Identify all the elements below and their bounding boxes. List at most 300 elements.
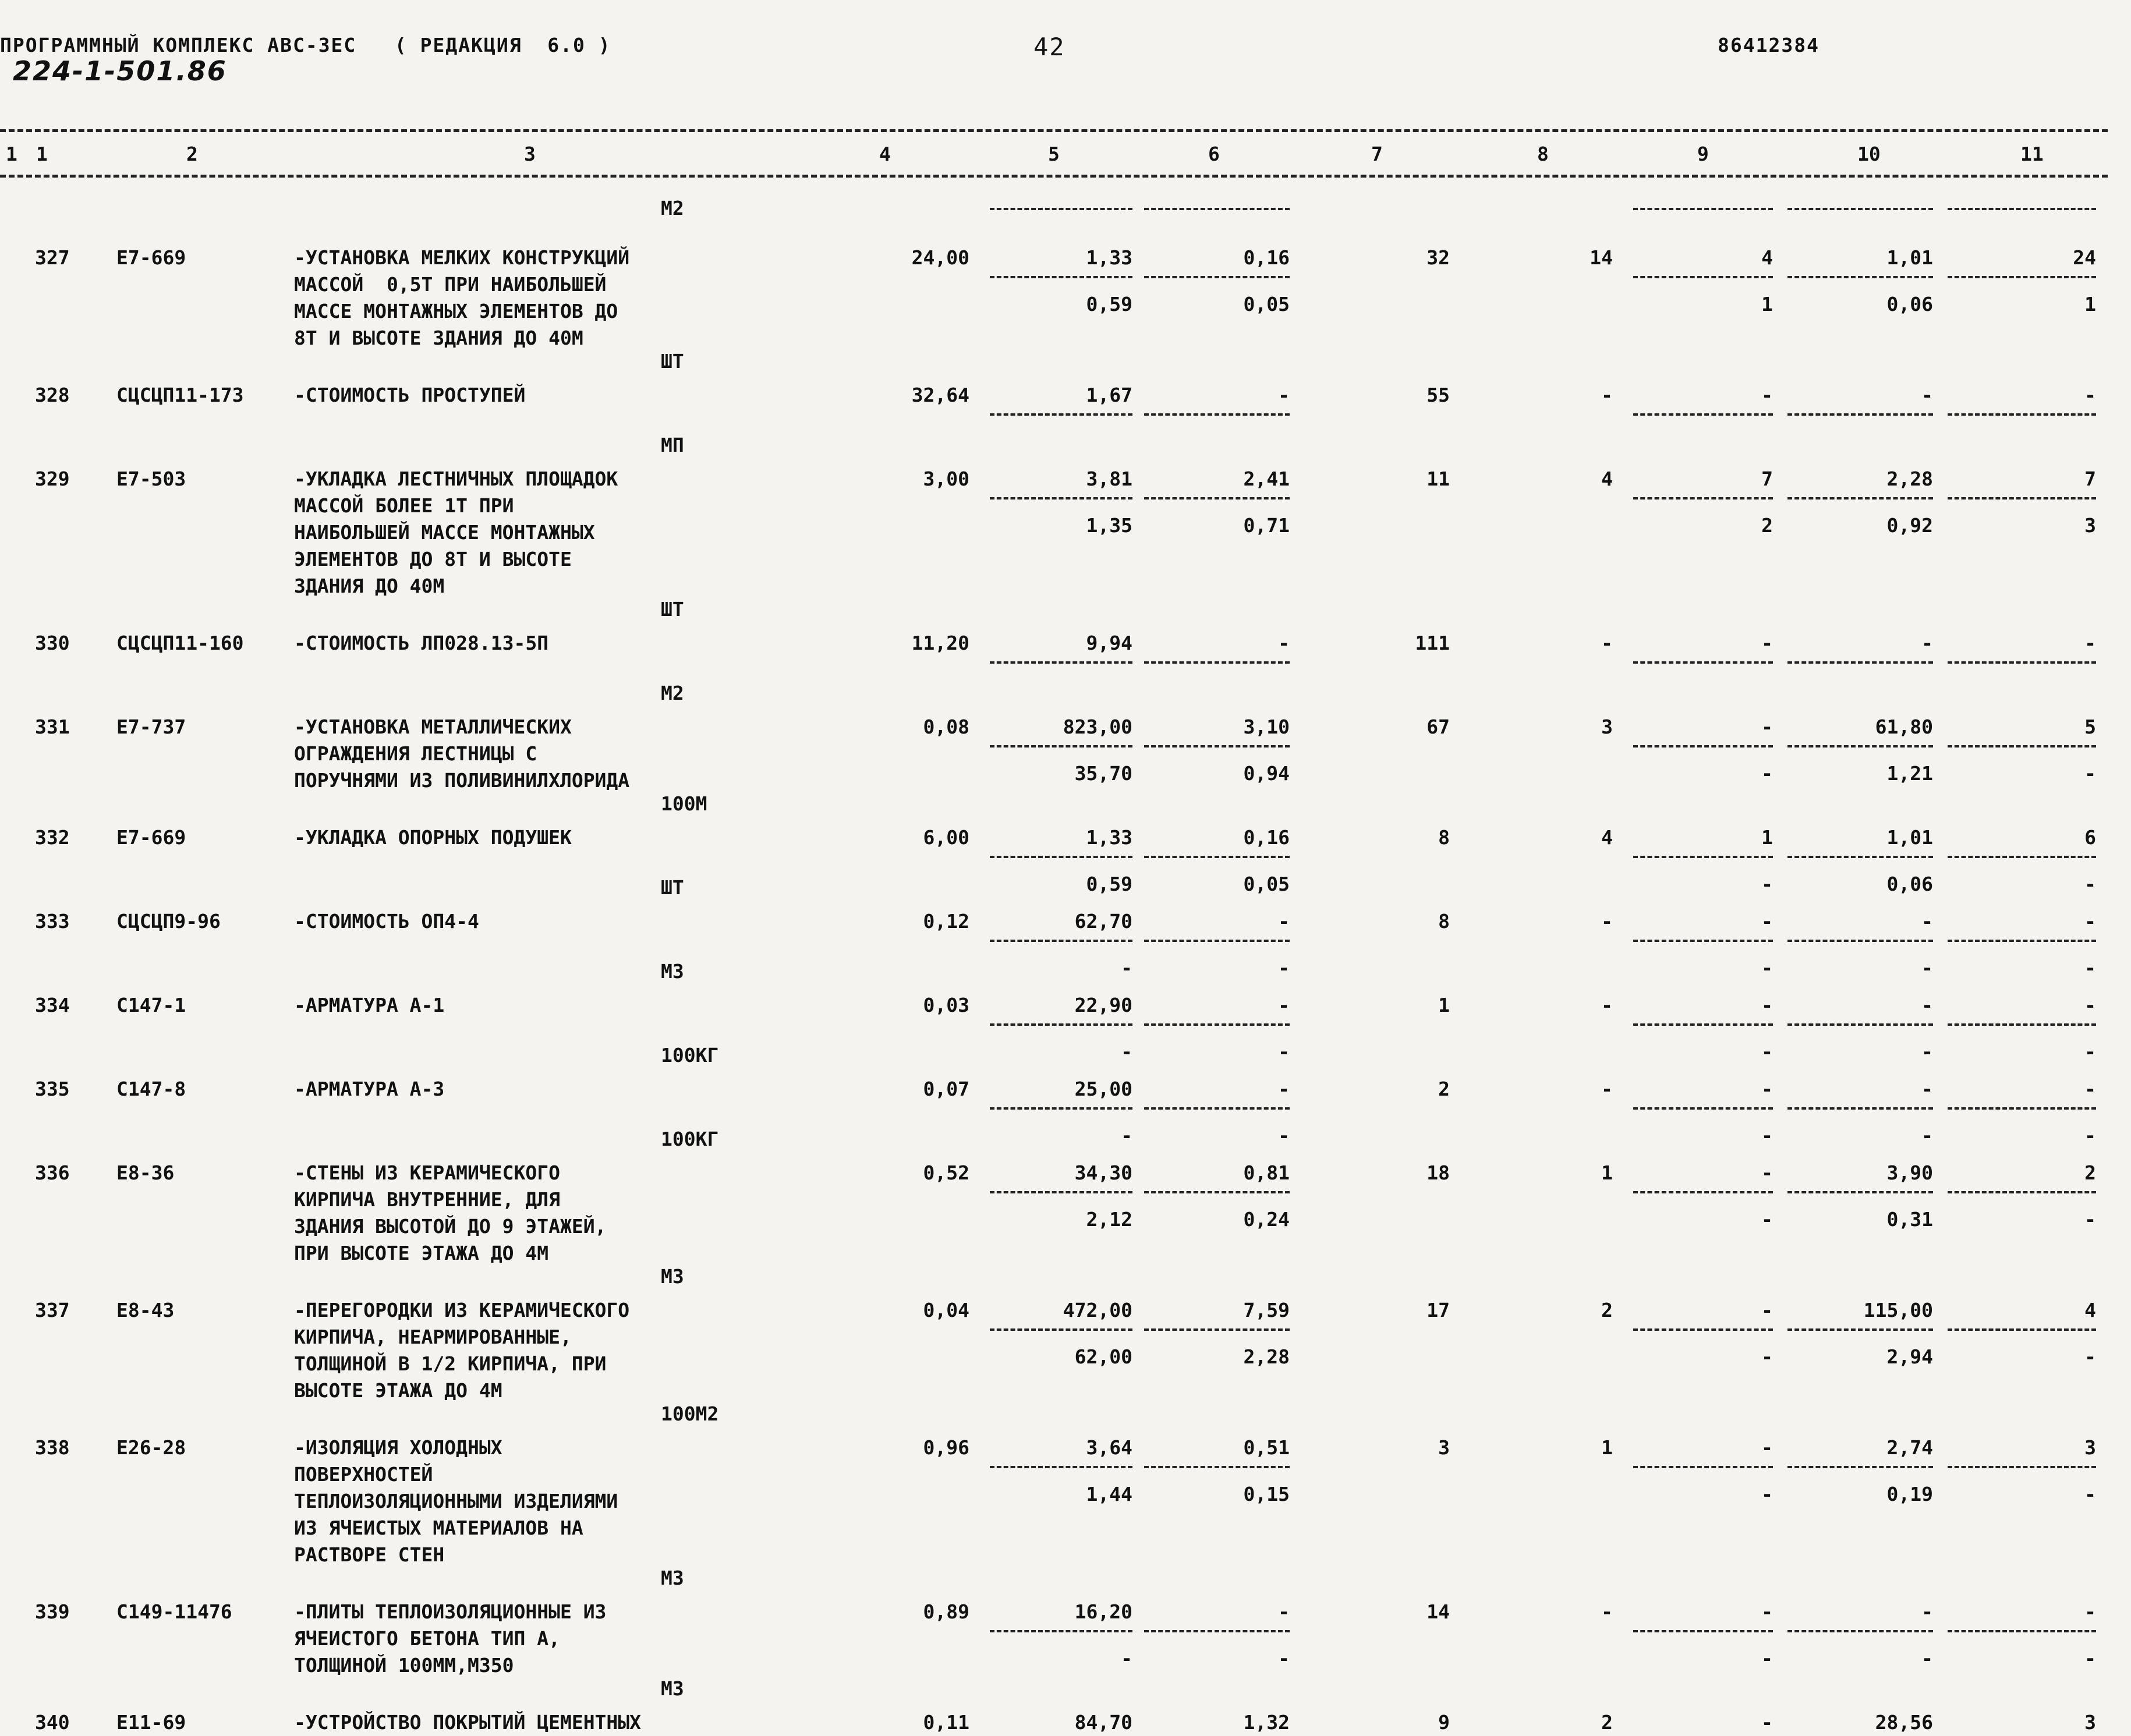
row-description-line: -ПЕРЕГОРОДКИ ИЗ КЕРАМИЧЕСКОГО (294, 1299, 630, 1322)
cell-divider (1948, 1191, 2096, 1193)
cell-divider (1948, 745, 2096, 747)
cell-c6: 0,16 (1243, 246, 1290, 269)
cell-col8: - (1601, 1600, 1613, 1623)
cell-c11b: 3 (2084, 514, 2096, 537)
cell-col7: 3 (1438, 1436, 1450, 1459)
column-header: 9 (1697, 143, 1709, 165)
cell-c10b: 0,06 (1886, 293, 1933, 316)
cell-col8: 1 (1601, 1436, 1613, 1459)
cell-c6b: - (1278, 1647, 1290, 1670)
cell-c9: - (1761, 1711, 1773, 1734)
row-description-line: ТЕПЛОИЗОЛЯЦИОННЫМИ ИЗДЕЛИЯМИ (294, 1490, 618, 1512)
column-header: 11 (2020, 143, 2044, 165)
cell-c6: 1,32 (1243, 1711, 1290, 1734)
cell-c9b: - (1761, 956, 1773, 979)
cell-c5b: - (1121, 1647, 1132, 1670)
row-description-line: ЭЛЕМЕНТОВ ДО 8Т И ВЫСОТЕ (294, 548, 572, 571)
row-description-line: ОГРАЖДЕНИЯ ЛЕСТНИЦЫ С (294, 742, 537, 765)
column-header: 3 (524, 143, 536, 165)
cell-c6: - (1278, 632, 1290, 654)
cell-divider (1787, 1023, 1933, 1026)
cell-c5: 22,90 (1074, 994, 1132, 1016)
cell-c9: 1 (1761, 826, 1773, 849)
cell-c11b: - (2084, 1208, 2096, 1231)
cell-divider (1787, 1191, 1933, 1193)
column-header: 4 (879, 143, 891, 165)
cell-col8: - (1601, 632, 1613, 654)
row-description-line: -СТЕНЫ ИЗ КЕРАМИЧЕСКОГО (294, 1161, 560, 1184)
cell-c10: 1,01 (1886, 246, 1933, 269)
row-number: 338 (35, 1436, 70, 1459)
row-description-line: ПОВЕРХНОСТЕЙ (294, 1463, 433, 1486)
cell-c11: 3 (2084, 1711, 2096, 1734)
cell-c10b: - (1921, 1040, 1933, 1063)
cell-c9: - (1761, 1436, 1773, 1459)
cell-divider (1633, 1328, 1773, 1331)
cell-col7: 2 (1438, 1078, 1450, 1100)
header-rule-bottom (0, 175, 2108, 178)
program-title: ПРОГРАММНЫЙ КОМПЛЕКС АВС-ЗЕС ( РЕДАКЦИЯ 6.0 ) (0, 34, 611, 56)
cell-c9b: 1 (1761, 293, 1773, 316)
cell-divider (1144, 1328, 1290, 1331)
cell-col8: 1 (1601, 1161, 1613, 1184)
cell-col8: - (1601, 994, 1613, 1016)
column-header: 6 (1208, 143, 1220, 165)
column-header: 7 (1371, 143, 1383, 165)
row-description-line: ВЫСОТЕ ЭТАЖА ДО 4М (294, 1379, 502, 1402)
cell-col7: 14 (1426, 1600, 1450, 1623)
cell-c9: - (1761, 715, 1773, 738)
cell-divider (990, 1023, 1132, 1026)
cell-c11: - (2084, 1078, 2096, 1100)
row-description-line: КИРПИЧА ВНУТРЕННИЕ, ДЛЯ (294, 1188, 560, 1211)
cell-divider (990, 413, 1132, 416)
cell-col4: 0,04 (923, 1299, 969, 1322)
column-header: 10 (1857, 143, 1881, 165)
cell-col7: 9 (1438, 1711, 1450, 1734)
cell-c6b: 0,05 (1243, 873, 1290, 895)
unit-label: ШТ (661, 598, 684, 621)
cell-divider (1144, 208, 1290, 210)
cell-c9b: - (1761, 762, 1773, 785)
cell-divider (1948, 1328, 2096, 1331)
cell-c9: - (1761, 1299, 1773, 1322)
unit-label: М3 (661, 1265, 684, 1288)
row-number: 330 (35, 632, 70, 654)
cell-col4: 0,12 (923, 910, 969, 933)
unit-label: ШТ (661, 350, 684, 373)
cell-c10: - (1921, 910, 1933, 933)
cell-col7: 67 (1426, 715, 1450, 738)
row-description-line: ТОЛЩИНОЙ 100ММ,М350 (294, 1654, 514, 1677)
cell-c5: 3,64 (1086, 1436, 1132, 1459)
cell-c9: - (1761, 1078, 1773, 1100)
cell-divider (990, 856, 1132, 858)
cell-c5b: 35,70 (1074, 762, 1132, 785)
row-description-line: ЗДАНИЯ ВЫСОТОЙ ДО 9 ЭТАЖЕЙ, (294, 1215, 607, 1238)
cell-c5: 62,70 (1074, 910, 1132, 933)
cell-divider (1144, 856, 1290, 858)
cell-col7: 8 (1438, 910, 1450, 933)
cell-c10: - (1921, 994, 1933, 1016)
cell-divider (1144, 940, 1290, 942)
row-code: Е7-737 (116, 715, 186, 738)
unit-label: МП (661, 434, 684, 456)
cell-c5: 823,00 (1063, 715, 1132, 738)
cell-c11b: - (2084, 1345, 2096, 1368)
cell-col7: 8 (1438, 826, 1450, 849)
cell-divider (1633, 208, 1773, 210)
cell-c6: 2,41 (1243, 467, 1290, 490)
document-code: 86412384 (1718, 34, 1820, 56)
cell-c6: - (1278, 384, 1290, 406)
cell-col8: 4 (1601, 826, 1613, 849)
row-code: Е8-43 (116, 1299, 175, 1322)
cell-divider (990, 1630, 1132, 1632)
cell-c11: 7 (2084, 467, 2096, 490)
row-code: СЦСЦП11-160 (116, 632, 244, 654)
cell-c5: 9,94 (1086, 632, 1132, 654)
cell-divider (1633, 497, 1773, 499)
row-number: 331 (35, 715, 70, 738)
row-description-line: МАССЕ МОНТАЖНЫХ ЭЛЕМЕНТОВ ДО (294, 300, 618, 323)
row-description-line: -АРМАТУРА А-3 (294, 1078, 445, 1100)
cell-c6: 0,16 (1243, 826, 1290, 849)
cell-c10: 115,00 (1863, 1299, 1933, 1322)
cell-c11: 24 (2073, 246, 2096, 269)
cell-c5: 34,30 (1074, 1161, 1132, 1184)
cell-divider (1787, 856, 1933, 858)
cell-divider (1948, 276, 2096, 278)
cell-c6b: - (1278, 1124, 1290, 1147)
cell-c9b: - (1761, 873, 1773, 895)
cell-c6b: 0,71 (1243, 514, 1290, 537)
cell-col8: - (1601, 1078, 1613, 1100)
cell-c5: 1,33 (1086, 246, 1132, 269)
cell-c11: 5 (2084, 715, 2096, 738)
cell-c6: 0,81 (1243, 1161, 1290, 1184)
cell-c11: 4 (2084, 1299, 2096, 1322)
cell-divider (990, 276, 1132, 278)
column-header: 8 (1537, 143, 1549, 165)
cell-col8: - (1601, 910, 1613, 933)
cell-divider (1144, 1107, 1290, 1110)
cell-divider (1633, 856, 1773, 858)
row-description-line: -УКЛАДКА ЛЕСТНИЧНЫХ ПЛОЩАДОК (294, 467, 618, 490)
row-code: Е8-36 (116, 1161, 175, 1184)
cell-c5b: 62,00 (1074, 1345, 1132, 1368)
cell-col8: 2 (1601, 1299, 1613, 1322)
row-code: СЦСЦП11-173 (116, 384, 244, 406)
cell-divider (1787, 276, 1933, 278)
cell-divider (1787, 413, 1933, 416)
row-description-line: -ПЛИТЫ ТЕПЛОИЗОЛЯЦИОННЫЕ ИЗ (294, 1600, 607, 1623)
row-description-line: ТОЛЩИНОЙ В 1/2 КИРПИЧА, ПРИ (294, 1352, 607, 1375)
cell-c5: 1,33 (1086, 826, 1132, 849)
cell-c6b: - (1278, 956, 1290, 979)
cell-divider (1633, 413, 1773, 416)
row-code: СЦСЦП9-96 (116, 910, 221, 933)
row-number: 340 (35, 1711, 70, 1734)
handwritten-note: 224-1-501.86 (13, 55, 227, 87)
cell-divider (1787, 497, 1933, 499)
unit-label: 100КГ (661, 1044, 719, 1067)
cell-c9: - (1761, 384, 1773, 406)
cell-divider (1633, 276, 1773, 278)
cell-c6b: 0,15 (1243, 1483, 1290, 1505)
cell-col8: 2 (1601, 1711, 1613, 1734)
cell-c5b: - (1121, 1040, 1132, 1063)
cell-divider (1787, 1328, 1933, 1331)
cell-divider (1633, 745, 1773, 747)
unit-label: М3 (661, 1567, 684, 1589)
cell-col4: 3,00 (923, 467, 969, 490)
row-description-line: -АРМАТУРА А-1 (294, 994, 445, 1016)
cell-divider (990, 1328, 1132, 1331)
cell-c6b: 0,94 (1243, 762, 1290, 785)
cell-c11: - (2084, 632, 2096, 654)
cell-divider (1633, 1023, 1773, 1026)
cell-c11b: 1 (2084, 293, 2096, 316)
cell-divider (1144, 1191, 1290, 1193)
cell-c10: - (1921, 1078, 1933, 1100)
cell-c6b: - (1278, 1040, 1290, 1063)
row-description-line: -УСТАНОВКА МЕТАЛЛИЧЕСКИХ (294, 715, 572, 738)
column-header: 5 (1048, 143, 1060, 165)
page-number: 42 (1033, 33, 1066, 61)
cell-c5: 16,20 (1074, 1600, 1132, 1623)
row-number: 335 (35, 1078, 70, 1100)
cell-divider (1948, 1107, 2096, 1110)
cell-col7: 1 (1438, 994, 1450, 1016)
cell-c9b: - (1761, 1124, 1773, 1147)
unit-label: М2 (661, 682, 684, 704)
cell-col4: 0,89 (923, 1600, 969, 1623)
cell-col7: 55 (1426, 384, 1450, 406)
cell-col8: 4 (1601, 467, 1613, 490)
cell-divider (1787, 1466, 1933, 1468)
row-description-line: МАССОЙ 0,5Т ПРИ НАИБОЛЬШЕЙ (294, 273, 607, 296)
cell-divider (1633, 1466, 1773, 1468)
row-code: С147-1 (116, 994, 186, 1016)
cell-divider (990, 1107, 1132, 1110)
cell-col4: 24,00 (911, 246, 969, 269)
unit-label: 100КГ (661, 1128, 719, 1150)
cell-col8: - (1601, 384, 1613, 406)
row-number: 333 (35, 910, 70, 933)
cell-c11b: - (2084, 1483, 2096, 1505)
cell-divider (1633, 661, 1773, 664)
cell-divider (1787, 1107, 1933, 1110)
cell-c6: - (1278, 1600, 1290, 1623)
cell-c10: 3,90 (1886, 1161, 1933, 1184)
cell-c9: 7 (1761, 467, 1773, 490)
cell-divider (1948, 1630, 2096, 1632)
cell-col4: 32,64 (911, 384, 969, 406)
cell-divider (1948, 413, 2096, 416)
row-number: 332 (35, 826, 70, 849)
row-code: С149-11476 (116, 1600, 232, 1623)
cell-c6b: 0,05 (1243, 293, 1290, 316)
cell-c6: 3,10 (1243, 715, 1290, 738)
cell-divider (1948, 661, 2096, 664)
cell-divider (1633, 940, 1773, 942)
cell-c11: - (2084, 384, 2096, 406)
cell-divider (1948, 208, 2096, 210)
cell-divider (1144, 745, 1290, 747)
cell-c5: 472,00 (1063, 1299, 1132, 1322)
cell-c9b: - (1761, 1208, 1773, 1231)
unit-label: М2 (661, 197, 684, 219)
cell-c9: 4 (1761, 246, 1773, 269)
cell-c9b: - (1761, 1040, 1773, 1063)
cell-c6b: 0,24 (1243, 1208, 1290, 1231)
cell-c11b: - (2084, 873, 2096, 895)
cell-col4: 0,07 (923, 1078, 969, 1100)
row-number: 337 (35, 1299, 70, 1322)
row-code: С147-8 (116, 1078, 186, 1100)
row-description-line: ЗДАНИЯ ДО 40М (294, 575, 445, 597)
cell-c10b: - (1921, 1124, 1933, 1147)
cell-c11: 6 (2084, 826, 2096, 849)
row-description-line: -СТОИМОСТЬ ЛП028.13-5П (294, 632, 549, 654)
row-description-line: -СТОИМОСТЬ ПРОСТУПЕЙ (294, 384, 526, 406)
cell-c9: - (1761, 994, 1773, 1016)
cell-divider (1144, 276, 1290, 278)
cell-c10b: - (1921, 956, 1933, 979)
cell-divider (1144, 1466, 1290, 1468)
row-code: Е11-69 (116, 1711, 186, 1734)
row-description-line: НАИБОЛЬШЕЙ МАССЕ МОНТАЖНЫХ (294, 521, 595, 544)
cell-c10b: 1,21 (1886, 762, 1933, 785)
cell-c11b: - (2084, 1124, 2096, 1147)
cell-c10b: 0,06 (1886, 873, 1933, 895)
cell-c5: 25,00 (1074, 1078, 1132, 1100)
cell-c10: 2,28 (1886, 467, 1933, 490)
row-number: 336 (35, 1161, 70, 1184)
cell-divider (1144, 1023, 1290, 1026)
cell-c6b: 2,28 (1243, 1345, 1290, 1368)
cell-divider (990, 940, 1132, 942)
cell-c10b: 0,19 (1886, 1483, 1933, 1505)
row-description-line: -ИЗОЛЯЦИЯ ХОЛОДНЫХ (294, 1436, 502, 1459)
cell-c10b: 2,94 (1886, 1345, 1933, 1368)
row-number: 327 (35, 246, 70, 269)
cell-divider (1144, 661, 1290, 664)
cell-c5: 1,67 (1086, 384, 1132, 406)
cell-c9b: 2 (1761, 514, 1773, 537)
cell-c11b: - (2084, 762, 2096, 785)
column-header: 2 (186, 143, 198, 165)
unit-label: М3 (661, 960, 684, 983)
cell-divider (990, 661, 1132, 664)
cell-col4: 11,20 (911, 632, 969, 654)
cell-c9: - (1761, 632, 1773, 654)
cell-divider (1948, 856, 2096, 858)
cell-c11b: - (2084, 956, 2096, 979)
unit-label: М3 (661, 1677, 684, 1700)
row-number: 329 (35, 467, 70, 490)
cell-c9: - (1761, 910, 1773, 933)
cell-c11: 2 (2084, 1161, 2096, 1184)
row-description-line: ПРИ ВЫСОТЕ ЭТАЖА ДО 4М (294, 1242, 549, 1264)
cell-col4: 6,00 (923, 826, 969, 849)
cell-col7: 111 (1415, 632, 1450, 654)
cell-c9b: - (1761, 1345, 1773, 1368)
cell-divider (990, 1466, 1132, 1468)
cell-divider (990, 745, 1132, 747)
header-rule-top (0, 129, 2108, 132)
unit-label: 100М2 (661, 1402, 719, 1425)
cell-col7: 32 (1426, 246, 1450, 269)
cell-c10: 28,56 (1875, 1711, 1933, 1734)
cell-divider (1144, 497, 1290, 499)
cell-c10: - (1921, 1600, 1933, 1623)
cell-c11: 3 (2084, 1436, 2096, 1459)
cell-c10b: - (1921, 1647, 1933, 1670)
row-code: Е7-503 (116, 467, 186, 490)
cell-c10b: 0,31 (1886, 1208, 1933, 1231)
cell-col7: 11 (1426, 467, 1450, 490)
cell-c6: 7,59 (1243, 1299, 1290, 1322)
cell-col4: 0,11 (923, 1711, 969, 1734)
cell-c10: 1,01 (1886, 826, 1933, 849)
cell-c5b: 0,59 (1086, 293, 1132, 316)
column-header: 1 (36, 143, 48, 165)
cell-c11: - (2084, 910, 2096, 933)
cell-c5b: 2,12 (1086, 1208, 1132, 1231)
cell-c11: - (2084, 994, 2096, 1016)
cell-c10: - (1921, 632, 1933, 654)
row-description-line: ЯЧЕИСТОГО БЕТОНА ТИП А, (294, 1627, 560, 1650)
cell-c9b: - (1761, 1647, 1773, 1670)
cell-c10: - (1921, 384, 1933, 406)
cell-divider (1948, 1023, 2096, 1026)
cell-c5b: - (1121, 956, 1132, 979)
row-code: Е7-669 (116, 246, 186, 269)
cell-col4: 0,08 (923, 715, 969, 738)
cell-divider (1144, 1630, 1290, 1632)
cell-divider (1948, 1466, 2096, 1468)
cell-c6: 0,51 (1243, 1436, 1290, 1459)
cell-divider (1633, 1630, 1773, 1632)
cell-divider (1633, 1191, 1773, 1193)
cell-divider (990, 497, 1132, 499)
row-description-line: 8Т И ВЫСОТЕ ЗДАНИЯ ДО 40М (294, 327, 583, 349)
cell-c5b: 0,59 (1086, 873, 1132, 895)
cell-divider (990, 208, 1132, 210)
cell-c5: 3,81 (1086, 467, 1132, 490)
row-description-line: ПОРУЧНЯМИ ИЗ ПОЛИВИНИЛХЛОРИДА (294, 769, 630, 792)
row-number: 334 (35, 994, 70, 1016)
cell-divider (1787, 208, 1933, 210)
cell-c6: - (1278, 1078, 1290, 1100)
cell-c5b: - (1121, 1124, 1132, 1147)
cell-divider (1633, 1107, 1773, 1110)
row-description-line: РАСТВОРЕ СТЕН (294, 1543, 445, 1566)
cell-col7: 17 (1426, 1299, 1450, 1322)
cell-divider (1787, 661, 1933, 664)
row-description-line: ИЗ ЯЧЕИСТЫХ МАТЕРИАЛОВ НА (294, 1517, 583, 1539)
cell-c10: 61,80 (1875, 715, 1933, 738)
row-description-line: МАССОЙ БОЛЕЕ 1Т ПРИ (294, 494, 514, 517)
cell-divider (1787, 940, 1933, 942)
row-number: 328 (35, 384, 70, 406)
cell-c11: - (2084, 1600, 2096, 1623)
cell-c9b: - (1761, 1483, 1773, 1505)
cell-col4: 0,52 (923, 1161, 969, 1184)
cell-c11b: - (2084, 1040, 2096, 1063)
